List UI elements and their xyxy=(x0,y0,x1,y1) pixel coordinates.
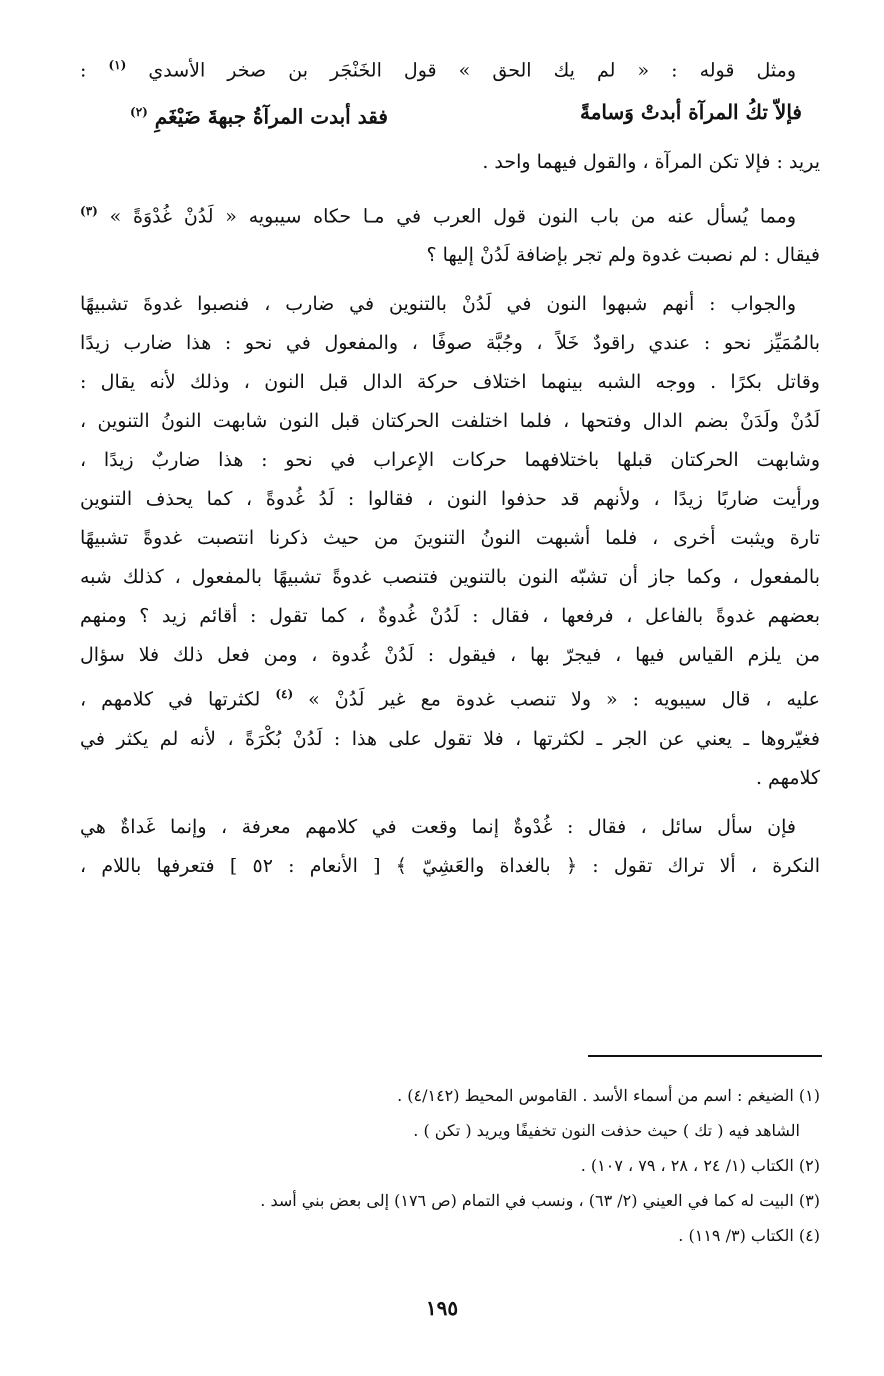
text-line: ورأيت ضاربًا زيدًا ، ولأنهم قد حذفوا النون ، فقالوا : لَدُ غُدوةً ، كما يحذف التنوين xyxy=(80,488,820,511)
text-line: ومثل قوله : « لم يك الحق » قول الخَنْجَر بن صخر الأسدي $^{(١)}$ : xyxy=(80,58,796,82)
footnote-ref: (١) xyxy=(108,58,127,72)
text-line: وشابهت الحركتان قبلها باختلافهما حركات الإعراب في نحو : هذا ضاربٌ زيدًا ، xyxy=(80,449,820,472)
footnote-2: (٢) الكتاب (١/ ٢٤ ، ٢٨ ، ٧٩ ، ١٠٧) . xyxy=(580,1156,820,1175)
footnote-ref: (٢) xyxy=(130,105,148,120)
footnote-1-note: الشاهد فيه ( تك ) حيث حذفت النون تخفيفًا ويريد ( تكن ) . xyxy=(413,1121,800,1140)
text-line: بالمُمَيِّز نحو : عندي راقودٌ خَلاً ، وجُبَّة صوفًا ، والمفعول في نحو : هذا ضارب زيدًا xyxy=(80,332,820,355)
text-line: لَدُنْ ولَدَنْ بضم الدال وفتحها ، فلما اختلفت الحركتان قبل النون شابهت النونُ التنوين ، xyxy=(80,410,820,433)
text-line: وقاتل بكرًا . ووجه الشبه بينهما اختلاف حركة الدال قبل النون ، وذلك لأنه يقال : xyxy=(80,371,820,394)
text-line: فإن سأل سائل ، فقال : غُدْوةٌ إنما وقعت في كلامهم معرفة ، وإنما غَداةٌ هي xyxy=(80,815,796,838)
footnote-4: (٤) الكتاب (٣/ ١١٩) . xyxy=(678,1226,820,1245)
footnotes xyxy=(80,1078,820,1253)
text-line: بعضهم غدوةً بالفاعل ، فرفعها ، فقال : لَدُنْ غُدوةٌ ، كما تقول : أقائم زيد ؟ ومنهم xyxy=(80,605,820,628)
text-line: والجواب : أنهم شبهوا النون في لَدُنْ بالتنوين في ضارب ، فنصبوا غدوةَ تشبيهًا xyxy=(80,293,796,316)
text-line: فيقال : لم نصبت غدوة ولم تجر بإضافة لَدُنْ إليها ؟ xyxy=(426,244,820,267)
footnote-1: (١) الضيغم : اسم من أسماء الأسد . القاموس المحيط (٤/١٤٢) . xyxy=(397,1086,820,1105)
text-line: عليه ، قال سيبويه : « ولا تنصب غدوة مع غير لَدُنْ » $^{(٤)}$ لكثرتها في كلامهم ، xyxy=(80,687,821,711)
poetry-verse xyxy=(80,90,820,139)
footnote-3: (٣) البيت له كما في العيني (٢/ ٦٣) ، ونسب في التمام (ص ١٧٦) إلى بعض بني أسد . xyxy=(260,1191,820,1210)
text-line: ومما يُسأل عنه من باب النون قول العرب في مـا حكاه سيبويه « لَدُنْ غُدْوَةً » $^{(٣)}$ xyxy=(80,203,796,228)
text-line: من يلزم القياس فيها ، فيجرّ بها ، فيقول : لَدُنْ غُدوة ، ومن فعل ذلك فلا سؤال xyxy=(80,644,820,667)
main-text xyxy=(80,46,820,886)
text-line: فغيّروها ـ يعني عن الجر ـ لكثرتها ، فلا تقول على هذا : لَدُنْ بُكْرَةً ، لأنه لم يكثر في xyxy=(80,727,820,750)
verse-second-hemistich: فقد أبدت المرآةُ جبهةَ ضَيْغَمِ $^{(٢)}$ xyxy=(130,104,388,129)
footnote-divider xyxy=(588,1055,822,1057)
text-line: يريد : فإلا تكن المرآة ، والقول فيهما واحد . xyxy=(482,150,820,173)
text-line: بالمفعول ، وكما جاز أن تشبّه النون بالتنوين فتنصب غدوةً تشبيهًا بالمفعول ، كذلك شبه xyxy=(80,566,820,589)
verse-first-hemistich: فإلاّ تكُ المرآة أبدتْ وَسامةً xyxy=(579,100,802,125)
text-line: كلامهم . xyxy=(755,766,820,789)
text-line: النكرة ، ألا تراك تقول : ﴿ بالغداة والعَشِيّ ﴾ [ الأنعام : ٥٢ ] فتعرفها باللام ، xyxy=(80,854,820,877)
page-number: ١٩٥ xyxy=(425,1296,459,1320)
text-line: تارة ويثبت أخرى ، فلما أشبهت النونُ التنوينَ من حيث ذكرنا انتصبت غدوةً تشبيهًا xyxy=(80,527,820,550)
footnote-ref: (٣) xyxy=(80,203,98,218)
footnote-ref: (٤) xyxy=(275,687,294,702)
